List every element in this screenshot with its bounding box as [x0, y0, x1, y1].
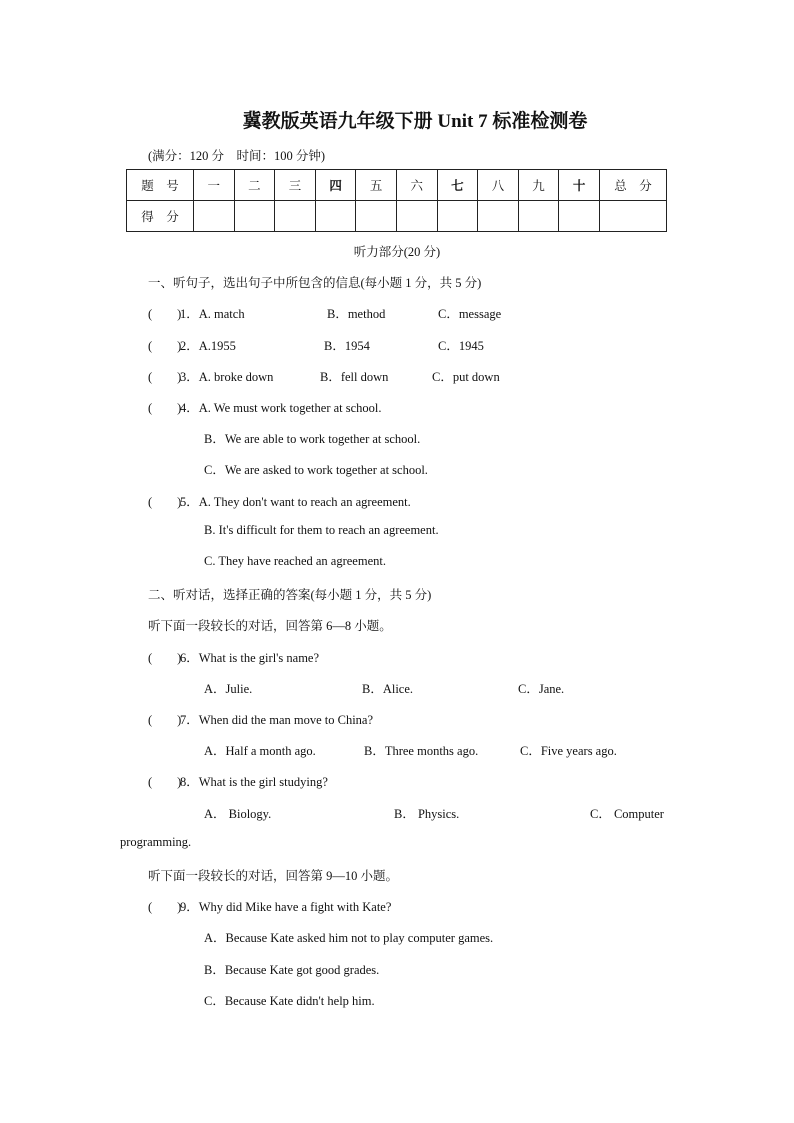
- listening-section-header: 听力部分(20 分): [353, 245, 441, 259]
- score-cell-total[interactable]: [600, 201, 667, 232]
- question-9-option-c: C．Because Kate didn't help him.: [204, 994, 375, 1008]
- score-table-row-label: 得 分: [127, 201, 194, 232]
- score-col-1: 一: [194, 170, 235, 201]
- score-cell[interactable]: [275, 201, 316, 232]
- question-3-option-b: B．fell down: [320, 370, 389, 384]
- score-table-row-label: 题 号: [127, 170, 194, 201]
- question-2-option-b: B．1954: [324, 339, 370, 353]
- score-cell[interactable]: [396, 201, 437, 232]
- score-cell[interactable]: [234, 201, 275, 232]
- section2-intro-1: 听下面一段较长的对话，回答第 6—8 小题。: [148, 619, 392, 633]
- answer-blank[interactable]: ( ): [148, 401, 182, 415]
- question-6-stem: 6．What is the girl's name?: [180, 651, 320, 665]
- question-4-option-a: 4．A. We must work together at school.: [180, 401, 382, 415]
- question-9-stem: 9．Why did Mike have a fight with Kate?: [180, 900, 392, 914]
- question-4-option-b: B．We are able to work together at school.: [204, 432, 421, 446]
- score-col-5: 五: [356, 170, 397, 201]
- question-8-stem: 8．What is the girl studying?: [180, 775, 328, 789]
- question-8-option-c: C． Computer: [590, 807, 664, 821]
- score-col-10: 十: [559, 170, 600, 201]
- exam-meta: (满分：120 分 时间：100 分钟): [148, 149, 326, 163]
- score-col-6: 六: [396, 170, 437, 201]
- score-col-2: 二: [234, 170, 275, 201]
- question-6-option-b: B．Alice.: [362, 682, 414, 696]
- score-cell[interactable]: [437, 201, 478, 232]
- answer-blank[interactable]: ( ): [148, 651, 182, 665]
- question-6-option-c: C．Jane.: [518, 682, 565, 696]
- question-9-option-b: B．Because Kate got good grades.: [204, 963, 380, 977]
- question-8-option-b: B． Physics.: [394, 807, 460, 821]
- question-5-option-b: B. It's difficult for them to reach an agreement.: [204, 523, 439, 537]
- question-2-option-c: C．1945: [438, 339, 484, 353]
- score-col-4: 四: [315, 170, 356, 201]
- score-cell[interactable]: [518, 201, 559, 232]
- question-5-option-a: 5．A. They don't want to reach an agreement.: [180, 495, 411, 509]
- score-cell[interactable]: [315, 201, 356, 232]
- score-col-9: 九: [518, 170, 559, 201]
- answer-blank[interactable]: ( ): [148, 495, 182, 509]
- question-2-option-a: 2．A.1955: [180, 339, 236, 353]
- question-7-option-a: A．Half a month ago.: [204, 744, 316, 758]
- question-5-option-c: C. They have reached an agreement.: [204, 554, 386, 568]
- section2-intro-2: 听下面一段较长的对话，回答第 9—10 小题。: [148, 869, 399, 883]
- question-6-option-a: A．Julie.: [204, 682, 253, 696]
- answer-blank[interactable]: ( ): [148, 307, 182, 321]
- score-cell[interactable]: [559, 201, 600, 232]
- answer-blank[interactable]: ( ): [148, 775, 182, 789]
- answer-blank[interactable]: ( ): [148, 713, 182, 727]
- answer-blank[interactable]: ( ): [148, 370, 182, 384]
- question-7-stem: 7．When did the man move to China?: [180, 713, 374, 727]
- document-title: 冀教版英语九年级下册 Unit 7 标准检测卷: [242, 111, 588, 132]
- question-1-option-a: 1．A. match: [180, 307, 245, 321]
- score-table-score-row: [127, 201, 667, 232]
- score-cell[interactable]: [478, 201, 519, 232]
- score-col-total: 总 分: [600, 170, 667, 201]
- question-7-option-b: B．Three months ago.: [364, 744, 479, 758]
- question-1-option-b: B．method: [327, 307, 386, 321]
- question-9-option-a: A．Because Kate asked him not to play computer games.: [204, 931, 494, 945]
- section2-heading: 二、听对话，选择正确的答案(每小题 1 分，共 5 分): [148, 588, 432, 602]
- score-table: [126, 169, 667, 232]
- score-col-7: 七: [437, 170, 478, 201]
- question-1-option-c: C．message: [438, 307, 502, 321]
- question-3-option-a: 3．A. broke down: [180, 370, 274, 384]
- question-8-option-c-continued: programming.: [120, 835, 192, 849]
- score-cell[interactable]: [194, 201, 235, 232]
- score-cell[interactable]: [356, 201, 397, 232]
- score-col-3: 三: [275, 170, 316, 201]
- question-3-option-c: C．put down: [432, 370, 500, 384]
- answer-blank[interactable]: ( ): [148, 900, 182, 914]
- section1-heading: 一、听句子，选出句子中所包含的信息(每小题 1 分，共 5 分): [148, 276, 482, 290]
- score-table-header-row: [127, 170, 667, 201]
- score-col-8: 八: [478, 170, 519, 201]
- question-8-option-a: A． Biology.: [204, 807, 272, 821]
- answer-blank[interactable]: ( ): [148, 339, 182, 353]
- question-4-option-c: C．We are asked to work together at school.: [204, 463, 428, 477]
- question-7-option-c: C．Five years ago.: [520, 744, 617, 758]
